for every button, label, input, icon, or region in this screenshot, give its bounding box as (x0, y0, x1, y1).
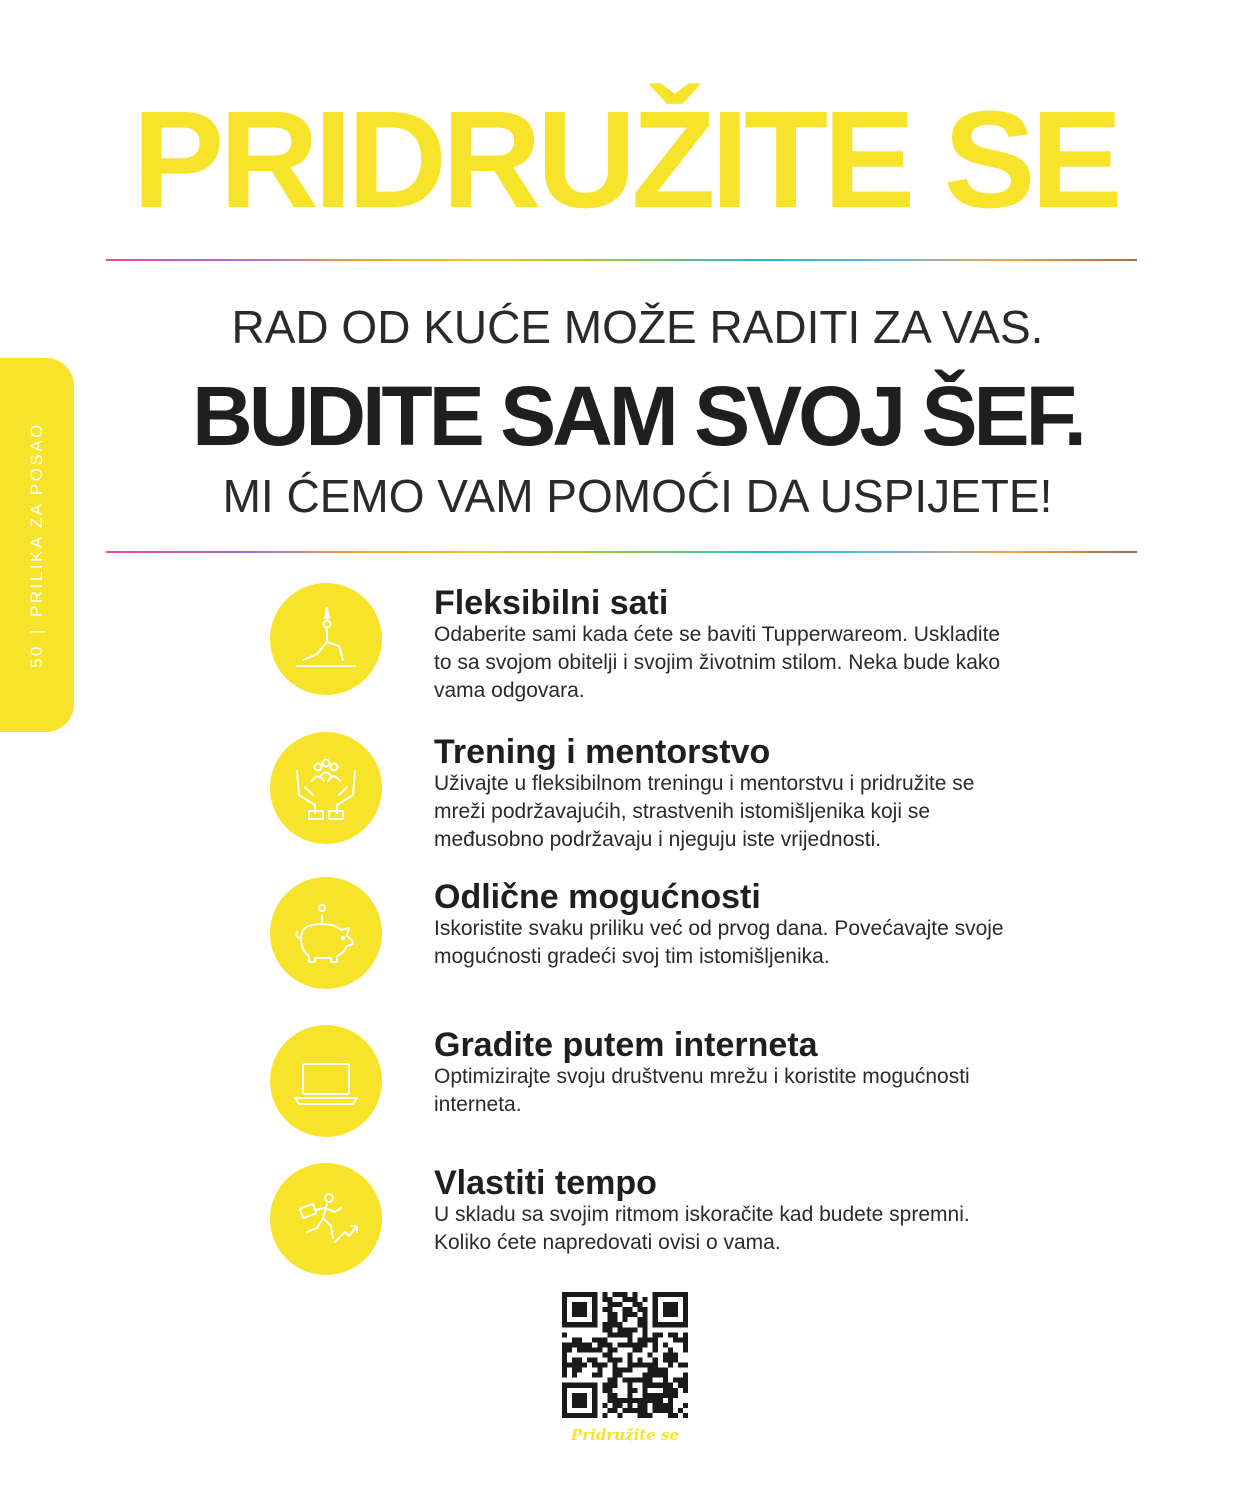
tagline-line-3: MI ĆEMO VAM POMOĆI DA USPIJETE! (222, 470, 1053, 522)
piggy-bank-icon (291, 898, 361, 968)
feature-text-line: Uživajte u fleksibilnom treningu i mentorstvu i pridružite se (434, 772, 975, 795)
feature-description (434, 770, 1074, 854)
icon-circle (270, 1163, 382, 1275)
rainbow-divider-bottom (106, 551, 1137, 553)
feature-text-line: Optimizirajte svoju društvenu mrežu i koristite mogućnosti (434, 1065, 970, 1088)
feature-title: Fleksibilni sati (434, 584, 669, 622)
icon-circle (270, 1025, 382, 1137)
feature-text-line: Koliko ćete napredovati ovisi o vama. (434, 1231, 781, 1254)
page-title: PRIDRUŽITE SE (132, 83, 1118, 237)
laptop-icon (291, 1046, 361, 1116)
running-businessman-growth-icon (291, 1184, 361, 1254)
side-tab-separator: | (27, 627, 46, 634)
feature-text-line: Iskoristite svaku priliku već od prvog dana. Povećavajte svoje (434, 917, 1004, 940)
feature-title: Vlastiti tempo (434, 1164, 657, 1202)
feature-description (434, 1201, 1074, 1257)
qr-code-icon[interactable] (562, 1292, 688, 1418)
tagline-headline: BUDITE SAM SVOJ ŠEF. (192, 369, 1083, 463)
feature-text-line: vama odgovara. (434, 679, 585, 702)
feature-text-line: međusobno podržavaju i njeguju iste vrijednosti. (434, 828, 882, 851)
feature-text-line: to sa svojom obitelji i svojim životnim stilom. Neka bude kako (434, 651, 1001, 674)
icon-circle (270, 732, 382, 844)
yoga-pose-icon (291, 604, 361, 674)
page-number: 50 (27, 643, 46, 668)
feature-text-line: mreži podržavajućih, strastvenih istomišljenika koji se (434, 800, 931, 823)
team-support-hands-icon (291, 753, 361, 823)
feature-text-line: U skladu sa svojim ritmom iskoračite kad budete spremni. (434, 1203, 970, 1226)
icon-circle (270, 877, 382, 989)
feature-title: Odlične mogućnosti (434, 878, 761, 916)
rainbow-divider-top (106, 259, 1137, 261)
feature-description (434, 621, 1074, 705)
section-label: PRILIKA ZA POSAO (27, 422, 46, 618)
feature-text-line: Odaberite sami kada ćete se baviti Tupperwareom. Uskladite (434, 623, 1001, 646)
feature-title: Gradite putem interneta (434, 1026, 818, 1064)
icon-circle (270, 583, 382, 695)
feature-text-line: mogućnosti gradeći svoj tim istomišljenika. (434, 945, 830, 968)
feature-description (434, 915, 1074, 971)
qr-caption: Pridružite se (570, 1426, 680, 1444)
feature-text-line: interneta. (434, 1093, 522, 1116)
feature-title: Trening i mentorstvo (434, 733, 771, 771)
tagline-line-1: RAD OD KUĆE MOŽE RADITI ZA VAS. (231, 301, 1044, 353)
feature-description (434, 1063, 1074, 1119)
